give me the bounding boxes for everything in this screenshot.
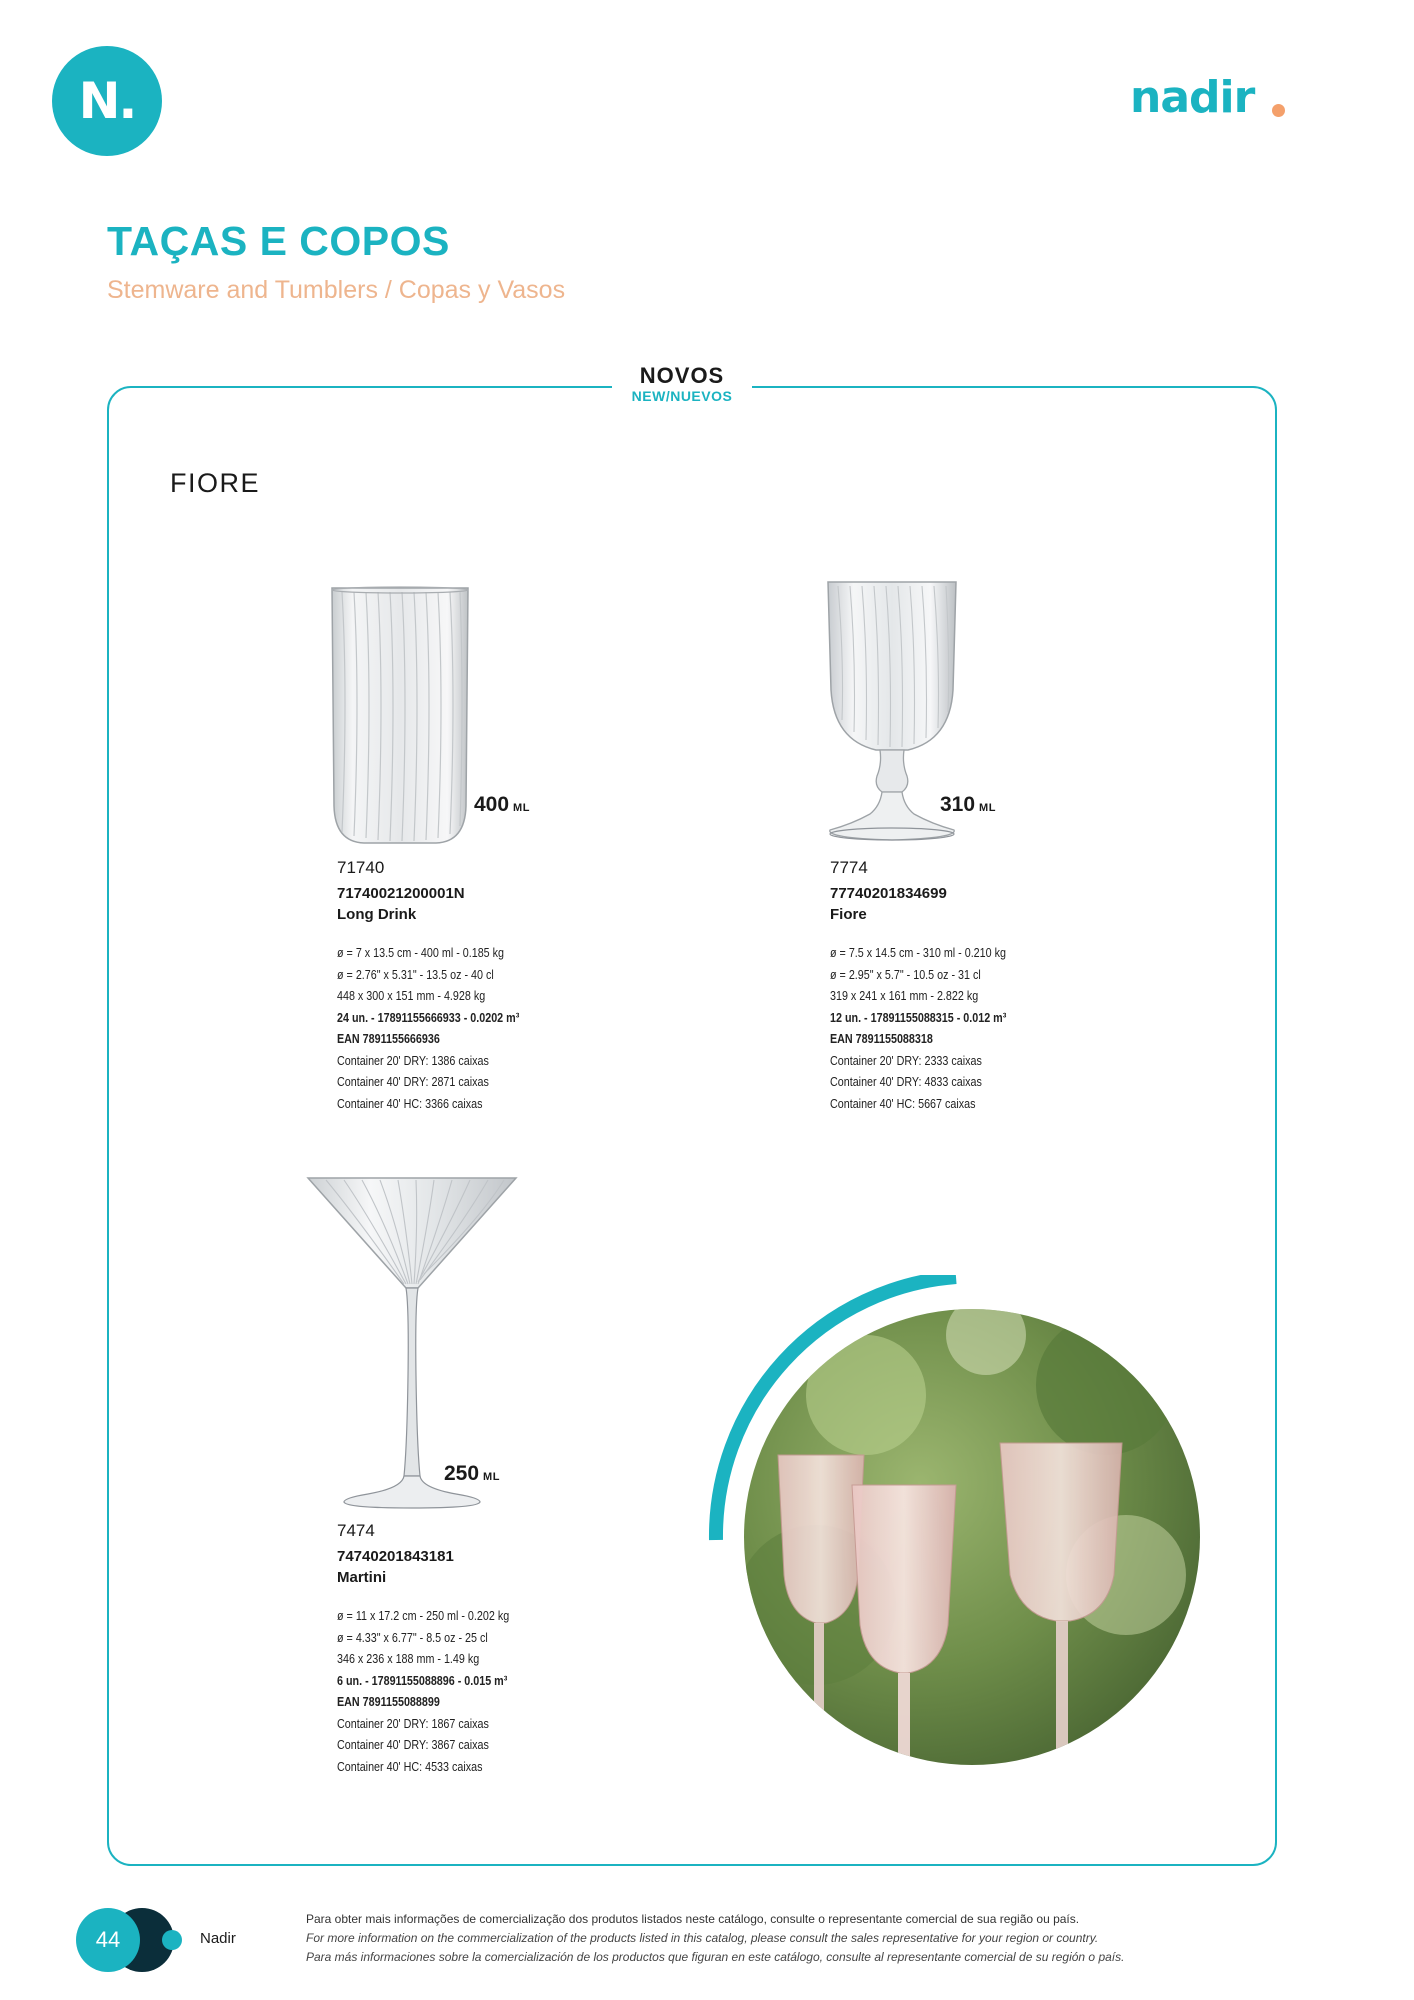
long-drink-glass-image — [328, 586, 472, 846]
fiore-capacity — [940, 793, 996, 817]
product-code: 74740201843181 — [337, 1548, 454, 1565]
page-subtitle: Stemware and Tumblers / Copas y Vasos — [107, 276, 566, 304]
footer-note-pt: Para obter mais informações de comercialização dos produtos listados neste catálogo, consulte o representante comercial de sua região ou país. — [306, 1912, 1080, 1926]
spec-line: 448 x 300 x 151 mm - 4.928 kg — [337, 989, 486, 1003]
spec-line: EAN 7891155666936 — [337, 1032, 440, 1046]
footer-note — [306, 1910, 1246, 1967]
logo-badge: N. — [52, 46, 162, 156]
product-long-drink — [337, 857, 597, 1115]
page-number: 44 — [76, 1908, 140, 1972]
lifestyle-photo — [686, 1275, 1206, 1795]
brand-logo-dot — [1272, 104, 1285, 117]
product-name: Fiore — [830, 906, 867, 923]
spec-line: ø = 2.76" x 5.31" - 13.5 oz - 40 cl — [337, 967, 494, 982]
page-title: TAÇAS E COPOS — [107, 218, 450, 264]
footer-note-en: For more information on the commercialization of the products listed in this catalog, please consult the sales representative for your region or country. — [306, 1931, 1099, 1945]
spec-line: Container 40' DRY: 2871 caixas — [337, 1075, 489, 1089]
spec-line: EAN 7891155088318 — [830, 1032, 933, 1046]
product-ref: 7774 — [830, 858, 868, 877]
product-name: Long Drink — [337, 906, 417, 923]
product-ref: 7474 — [337, 1521, 375, 1540]
product-fiore — [830, 857, 1090, 1115]
long-drink-capacity — [474, 793, 530, 817]
spec-line: ø = 2.95" x 5.7" - 10.5 oz - 31 cl — [830, 967, 981, 982]
page-number-dot — [162, 1930, 182, 1950]
spec-line: 319 x 241 x 161 mm - 2.822 kg — [830, 989, 979, 1003]
spec-line: Container 40' HC: 3366 caixas — [337, 1096, 483, 1111]
brand-logo: nadir — [1130, 72, 1255, 123]
martini-glass-image — [306, 1176, 518, 1510]
spec-line: Container 20' DRY: 1386 caixas — [337, 1053, 489, 1068]
new-label: NOVOS — [639, 363, 725, 388]
product-code: 71740021200001N — [337, 885, 465, 902]
spec-line: Container 20' DRY: 2333 caixas — [830, 1053, 982, 1068]
spec-line: 12 un. - 17891155088315 - 0.012 m³ — [830, 1010, 1007, 1025]
spec-line: 346 x 236 x 188 mm - 1.49 kg — [337, 1652, 480, 1666]
capacity-unit: ML — [483, 1471, 500, 1483]
capacity-value: 400 — [474, 793, 510, 816]
spec-line: Container 40' HC: 4533 caixas — [337, 1759, 483, 1774]
spec-line: 24 un. - 17891155666933 - 0.0202 m³ — [337, 1010, 520, 1025]
footer-brand: Nadir — [200, 1930, 236, 1947]
product-specs — [337, 1606, 597, 1778]
spec-line: ø = 4.33" x 6.77" - 8.5 oz - 25 cl — [337, 1630, 488, 1645]
footer-note-es: Para más informaciones sobre la comercialización de los productos que figuran en este catálogo, consulte al representante comercial de su región o país. — [306, 1950, 1125, 1964]
spec-line: ø = 11 x 17.2 cm - 250 ml - 0.202 kg — [337, 1609, 510, 1623]
capacity-value: 250 — [444, 1462, 480, 1485]
capacity-unit: ML — [513, 802, 530, 814]
martini-capacity — [444, 1462, 500, 1486]
product-name: Martini — [337, 1569, 387, 1586]
product-specs — [337, 943, 597, 1115]
collection-name: FIORE — [170, 468, 261, 498]
capacity-unit: ML — [979, 802, 996, 814]
product-martini — [337, 1520, 597, 1778]
product-ref: 71740 — [337, 858, 385, 877]
new-badge — [612, 364, 752, 404]
new-sublabel: NEW/NUEVOS — [631, 388, 733, 404]
capacity-value: 310 — [940, 793, 976, 816]
spec-line: Container 20' DRY: 1867 caixas — [337, 1716, 489, 1731]
spec-line: ø = 7.5 x 14.5 cm - 310 ml - 0.210 kg — [830, 946, 1006, 960]
spec-line: Container 40' HC: 5667 caixas — [830, 1096, 976, 1111]
spec-line: EAN 7891155088899 — [337, 1695, 440, 1709]
spec-line: Container 40' DRY: 3867 caixas — [337, 1738, 489, 1752]
spec-line: 6 un. - 17891155088896 - 0.015 m³ — [337, 1673, 508, 1688]
product-code: 77740201834699 — [830, 885, 947, 902]
spec-line: Container 40' DRY: 4833 caixas — [830, 1075, 982, 1089]
spec-line: ø = 7 x 13.5 cm - 400 ml - 0.185 kg — [337, 946, 505, 960]
product-specs — [830, 943, 1090, 1115]
